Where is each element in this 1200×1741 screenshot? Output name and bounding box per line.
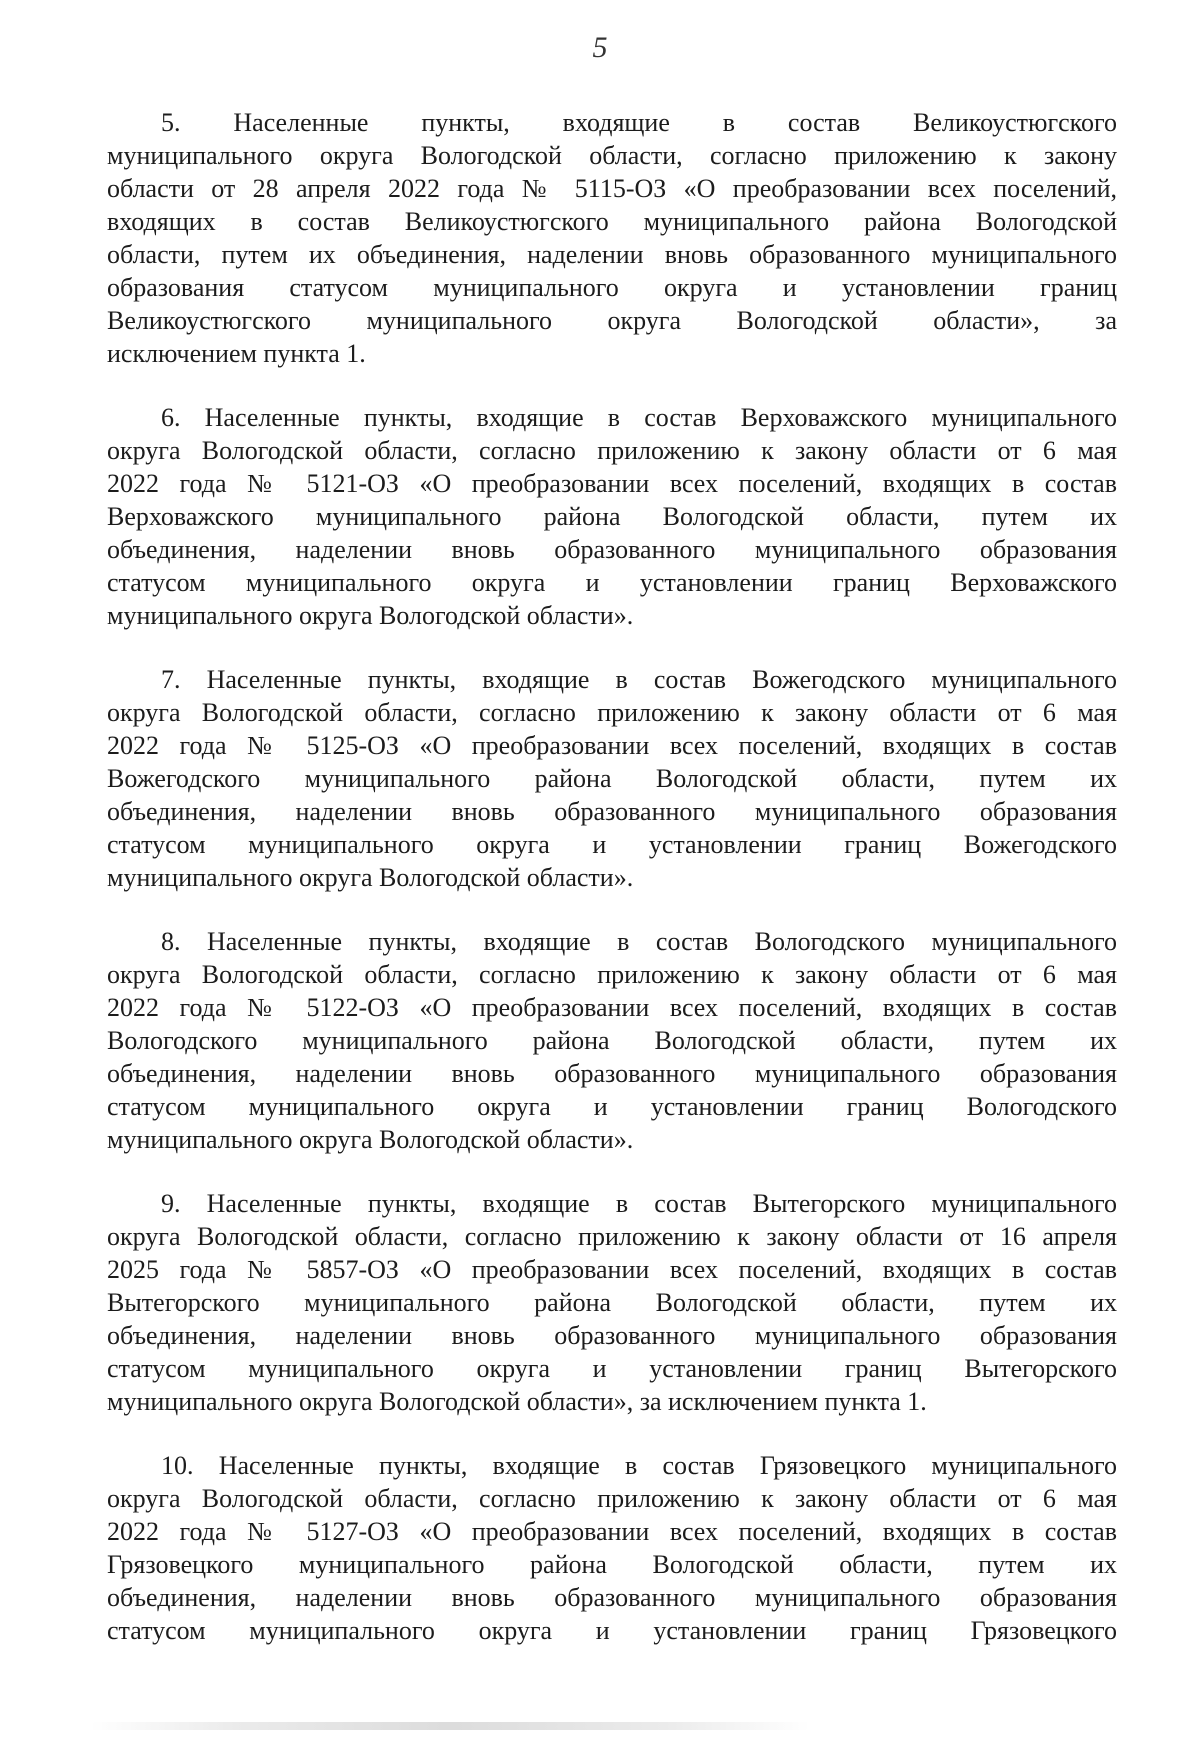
paragraph-line: области от 28 апреля 2022 года № 5115-ОЗ «О преобразовании всех поселений, <box>107 174 1117 203</box>
paragraph-line: области, путем их объединения, наделении вновь образованного муниципального <box>107 240 1117 269</box>
paragraph-line: объединения, наделении вновь образованного муниципального образования <box>107 535 1117 564</box>
paragraph-line: 2022 года № 5121-ОЗ «О преобразовании всех поселений, входящих в состав <box>107 469 1117 498</box>
paragraph-line: муниципального округа Вологодской области». <box>107 601 634 630</box>
paragraph-line: округа Вологодской области, согласно приложению к закону области от 16 апреля <box>107 1222 1117 1251</box>
paragraph-line: 7. Населенные пункты, входящие в состав Вожегодского муниципального <box>161 665 1117 694</box>
paragraph-line: округа Вологодской области, согласно приложению к закону области от 6 мая <box>107 436 1117 465</box>
page-number: 5 <box>592 31 608 64</box>
paragraph-item-5 <box>107 106 1117 370</box>
paragraph-line: 2022 года № 5125-ОЗ «О преобразовании всех поселений, входящих в состав <box>107 731 1117 760</box>
paragraph-line: образования статусом муниципального округа и установлении границ <box>107 273 1117 302</box>
paragraph-line: статусом муниципального округа и установлении границ Вожегодского <box>107 830 1117 859</box>
paragraph-line: Великоустюгского муниципального округа Вологодской области», за <box>107 306 1117 335</box>
scan-artifact <box>90 1722 810 1730</box>
paragraph-item-7 <box>107 663 1117 894</box>
paragraph-line: Грязовецкого муниципального района Вологодской области, путем их <box>107 1550 1117 1579</box>
paragraph-line: объединения, наделении вновь образованного муниципального образования <box>107 1059 1117 1088</box>
paragraph-line: 2025 года № 5857-ОЗ «О преобразовании всех поселений, входящих в состав <box>107 1255 1117 1284</box>
paragraph-line: 9. Населенные пункты, входящие в состав Вытегорского муниципального <box>161 1189 1117 1218</box>
paragraph-line: 8. Населенные пункты, входящие в состав Вологодского муниципального <box>161 927 1117 956</box>
paragraph-line: статусом муниципального округа и установлении границ Грязовецкого <box>107 1616 1117 1645</box>
paragraph-line: исключением пункта 1. <box>107 339 366 368</box>
paragraph-line: Верховажского муниципального района Вологодской области, путем их <box>107 502 1117 531</box>
paragraph-line: округа Вологодской области, согласно приложению к закону области от 6 мая <box>107 1484 1117 1513</box>
paragraph-line: 2022 года № 5122-ОЗ «О преобразовании всех поселений, входящих в состав <box>107 993 1117 1022</box>
paragraph-item-6 <box>107 401 1117 632</box>
paragraph-line: Вожегодского муниципального района Вологодской области, путем их <box>107 764 1117 793</box>
paragraph-line: муниципального округа Вологодской области», за исключением пункта 1. <box>107 1387 927 1416</box>
paragraph-line: статусом муниципального округа и установлении границ Верховажского <box>107 568 1117 597</box>
paragraph-item-9 <box>107 1187 1117 1418</box>
paragraph-line: 6. Населенные пункты, входящие в состав Верховажского муниципального <box>161 403 1117 432</box>
paragraph-line: 10. Населенные пункты, входящие в состав Грязовецкого муниципального <box>161 1451 1117 1480</box>
paragraph-line: объединения, наделении вновь образованного муниципального образования <box>107 797 1117 826</box>
paragraph-line: статусом муниципального округа и установлении границ Вологодского <box>107 1092 1117 1121</box>
paragraph-line: округа Вологодской области, согласно приложению к закону области от 6 мая <box>107 960 1117 989</box>
paragraph-line: муниципального округа Вологодской области, согласно приложению к закону <box>107 141 1117 170</box>
paragraph-line: объединения, наделении вновь образованного муниципального образования <box>107 1321 1117 1350</box>
paragraph-line: Вытегорского муниципального района Вологодской области, путем их <box>107 1288 1117 1317</box>
paragraph-line: 2022 года № 5127-ОЗ «О преобразовании всех поселений, входящих в состав <box>107 1517 1117 1546</box>
paragraph-line: статусом муниципального округа и установлении границ Вытегорского <box>107 1354 1117 1383</box>
paragraph-line: муниципального округа Вологодской области». <box>107 863 634 892</box>
document-body <box>107 106 1117 1678</box>
paragraph-line: муниципального округа Вологодской области». <box>107 1125 634 1154</box>
paragraph-line: входящих в состав Великоустюгского муниципального района Вологодской <box>107 207 1117 236</box>
paragraph-item-8 <box>107 925 1117 1156</box>
paragraph-line: объединения, наделении вновь образованного муниципального образования <box>107 1583 1117 1612</box>
paragraph-line: 5. Населенные пункты, входящие в состав Великоустюгского <box>161 108 1117 137</box>
paragraph-item-10 <box>107 1449 1117 1647</box>
paragraph-line: округа Вологодской области, согласно приложению к закону области от 6 мая <box>107 698 1117 727</box>
paragraph-line: Вологодского муниципального района Вологодской области, путем их <box>107 1026 1117 1055</box>
